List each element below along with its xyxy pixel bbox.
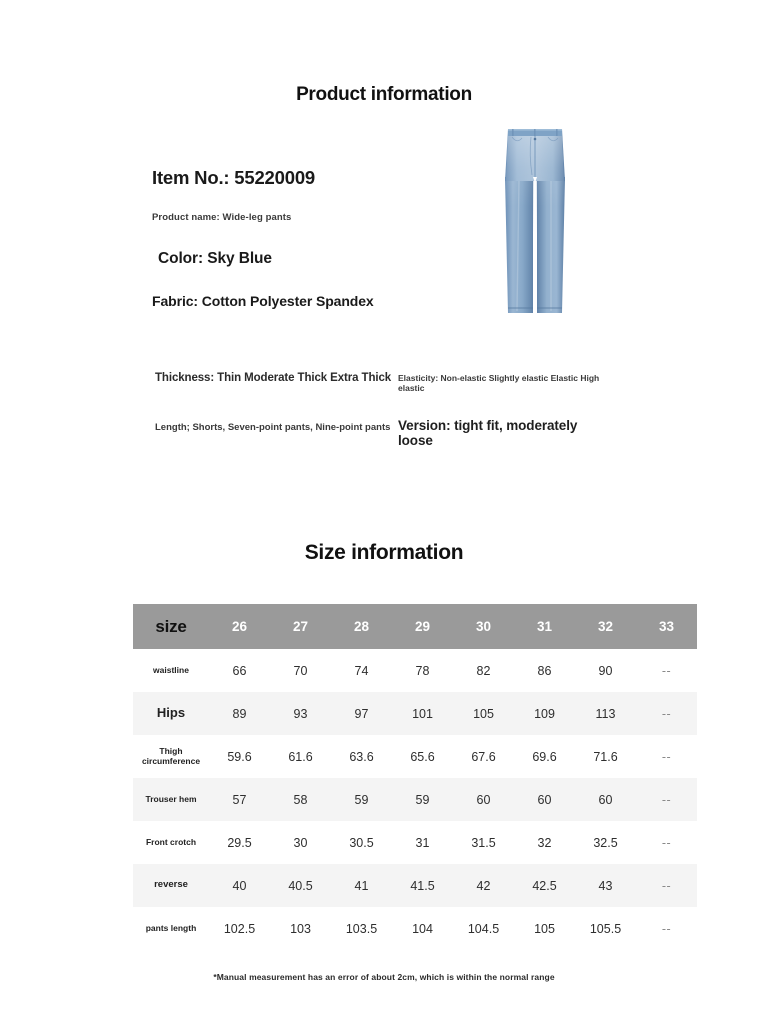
size-table-row <box>133 692 697 735</box>
size-cell: 58 <box>293 792 308 807</box>
size-cell: 113 <box>595 706 616 721</box>
size-cell: -- <box>661 749 672 764</box>
product-fabric: Fabric: Cotton Polyester Spandex <box>152 293 374 309</box>
size-table-body <box>133 649 697 950</box>
size-table-container <box>133 604 675 950</box>
size-cell: 69.6 <box>532 749 557 764</box>
header-size-33: 33 <box>658 619 675 634</box>
wide-leg-jeans-illustration <box>495 117 575 317</box>
size-cell: 97 <box>354 706 369 721</box>
size-cell: 102.5 <box>223 921 256 936</box>
size-cell: 101 <box>412 706 433 721</box>
size-cell: -- <box>661 835 672 850</box>
size-cell: 86 <box>537 663 552 678</box>
size-cell: 90 <box>598 663 613 678</box>
header-size-30: 30 <box>475 619 492 634</box>
size-table-row <box>133 735 697 778</box>
size-cell: 40.5 <box>288 878 313 893</box>
size-cell: 42 <box>476 878 491 893</box>
product-information-heading: Product information <box>296 84 472 105</box>
header-size-32: 32 <box>597 619 614 634</box>
size-cell: 66 <box>232 663 247 678</box>
size-cell: 32.5 <box>593 835 618 850</box>
size-cell: 104 <box>412 921 433 936</box>
size-table-row <box>133 649 697 692</box>
size-cell: 59 <box>415 792 430 807</box>
attribute-length: Length; Shorts, Seven-point pants, Nine-point pants <box>155 422 391 433</box>
size-cell: 57 <box>232 792 247 807</box>
size-cell: 74 <box>354 663 369 678</box>
size-cell: 31.5 <box>471 835 496 850</box>
size-table-header-row <box>133 604 697 649</box>
size-cell: 103.5 <box>345 921 378 936</box>
size-cell: -- <box>661 663 672 678</box>
size-cell: 82 <box>476 663 491 678</box>
row-label: Trouser hem <box>145 793 197 804</box>
row-label: Hips <box>156 705 186 721</box>
row-label: Front crotch <box>145 836 197 847</box>
size-cell: 93 <box>293 706 308 721</box>
product-details-block <box>152 112 492 309</box>
product-color: Color: Sky Blue <box>158 250 272 267</box>
attribute-row-2 <box>155 418 615 448</box>
size-table-row <box>133 778 697 821</box>
size-cell: -- <box>661 792 672 807</box>
size-cell: 60 <box>537 792 552 807</box>
product-image <box>495 117 575 317</box>
size-cell: 89 <box>232 706 247 721</box>
size-cell: 41.5 <box>410 878 435 893</box>
size-cell: -- <box>661 878 672 893</box>
size-cell: 61.6 <box>288 749 313 764</box>
header-size-26: 26 <box>231 619 248 634</box>
row-label: waistline <box>153 664 189 675</box>
size-table-head <box>133 604 697 649</box>
attribute-thickness: Thickness: Thin Moderate Thick Extra Thick <box>155 372 392 384</box>
size-cell: 78 <box>415 663 430 678</box>
size-cell: 31 <box>415 835 430 850</box>
size-cell: 105 <box>534 921 555 936</box>
size-cell: 105 <box>473 706 494 721</box>
size-cell: -- <box>661 706 672 721</box>
size-cell: 32 <box>537 835 552 850</box>
header-size-label: size <box>155 616 187 636</box>
item-number: Item No.: 55220009 <box>152 167 315 188</box>
size-cell: 29.5 <box>227 835 252 850</box>
row-label: Thigh circumference <box>141 745 201 766</box>
size-cell: 70 <box>293 663 308 678</box>
size-cell: 40 <box>232 878 247 893</box>
size-cell: 103 <box>290 921 311 936</box>
size-cell: 30 <box>293 835 308 850</box>
size-cell: 65.6 <box>410 749 435 764</box>
row-label: pants length <box>145 922 197 933</box>
header-size-29: 29 <box>414 619 431 634</box>
size-cell: 105.5 <box>589 921 622 936</box>
size-cell: 60 <box>598 792 613 807</box>
size-information-heading: Size information <box>304 541 464 564</box>
size-cell: -- <box>661 921 672 936</box>
product-name: Product name: Wide-leg pants <box>152 212 292 223</box>
size-cell: 41 <box>354 878 369 893</box>
size-cell: 43 <box>598 878 613 893</box>
size-table <box>133 604 697 950</box>
attribute-elasticity: Elasticity: Non-elastic Slightly elastic Elastic High elastic <box>398 373 600 393</box>
size-cell: 30.5 <box>349 835 374 850</box>
measurement-footnote: *Manual measurement has an error of about 2cm, which is within the normal range <box>213 972 555 982</box>
size-cell: 71.6 <box>593 749 618 764</box>
size-cell: 60 <box>476 792 491 807</box>
size-cell: 109 <box>534 706 555 721</box>
size-table-row <box>133 864 697 907</box>
attribute-row-1 <box>155 372 615 393</box>
size-cell: 104.5 <box>467 921 500 936</box>
size-cell: 42.5 <box>532 878 557 893</box>
header-size-31: 31 <box>536 619 553 634</box>
header-size-27: 27 <box>292 619 309 634</box>
row-label: reverse <box>154 879 188 891</box>
size-table-row <box>133 821 697 864</box>
attribute-version: Version: tight fit, moderately loose <box>398 418 578 448</box>
size-table-row <box>133 907 697 950</box>
size-cell: 59 <box>354 792 369 807</box>
size-cell: 67.6 <box>471 749 496 764</box>
header-size-28: 28 <box>353 619 370 634</box>
size-cell: 59.6 <box>227 749 252 764</box>
attributes-grid <box>155 372 615 473</box>
size-cell: 63.6 <box>349 749 374 764</box>
